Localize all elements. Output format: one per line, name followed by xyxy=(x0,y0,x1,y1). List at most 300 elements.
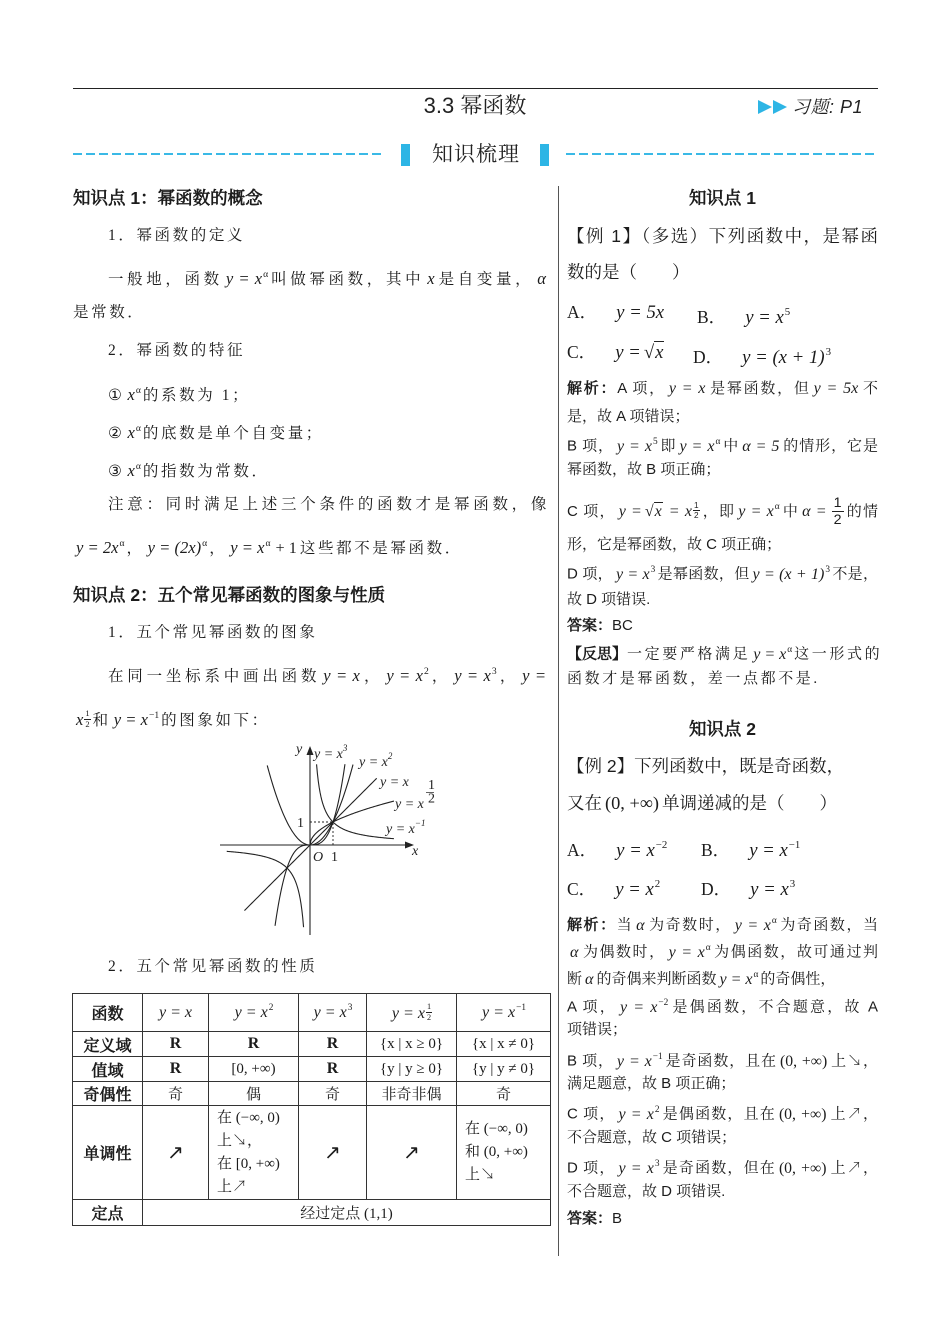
table-cell: R xyxy=(299,1057,367,1082)
example-section-2-heading: 知识点 2 xyxy=(688,719,757,739)
power-functions-graph xyxy=(210,735,440,945)
exponent: 3 xyxy=(650,565,656,575)
text-run: A 项， xyxy=(567,998,617,1016)
solution-line xyxy=(567,458,878,482)
text-line xyxy=(73,301,549,325)
curve-label-base: y = x xyxy=(314,747,343,762)
header-cell-linear xyxy=(143,994,209,1032)
math-expression: y = x xyxy=(745,306,784,328)
solution-line xyxy=(567,1126,878,1150)
solution-line xyxy=(567,558,878,582)
reflection-line xyxy=(567,638,883,663)
text-run: 为奇函数，当 xyxy=(778,916,878,934)
exponent: 3 xyxy=(491,666,497,677)
text-run: 上↗， xyxy=(829,1105,878,1123)
text-run: ② xyxy=(108,424,125,442)
table-cell: R xyxy=(143,1032,209,1057)
math-expression: y = x xyxy=(391,1004,425,1022)
text-run: D 项， xyxy=(567,565,613,583)
exponent: −2 xyxy=(658,998,669,1008)
question-line xyxy=(567,754,878,778)
math-expression: x xyxy=(127,384,135,404)
cell-line: 在 (−∞, 0) xyxy=(465,1121,528,1137)
denominator: 2 xyxy=(426,1012,432,1022)
cell-line: 在 (−∞, 0) xyxy=(217,1109,280,1126)
cell-line: 和 (0, +∞) xyxy=(465,1144,528,1160)
math-expression: x xyxy=(427,268,435,288)
table-cell: {x | x ≥ 0} xyxy=(367,1032,457,1057)
text-run: D． xyxy=(693,346,724,367)
exponent: −2 xyxy=(655,839,668,851)
increasing-arrow-cell: ↗ xyxy=(143,1106,209,1200)
table-row-domain xyxy=(73,1032,551,1057)
solution-line xyxy=(567,909,878,933)
curve-label-cubed xyxy=(312,743,348,762)
table-cell: R xyxy=(299,1032,367,1057)
x-tick-label: 1 xyxy=(331,850,338,865)
table-row-fixed-point xyxy=(73,1200,551,1226)
x-axis-label: x xyxy=(412,844,419,859)
exponent: 2 xyxy=(654,878,661,890)
text-line xyxy=(108,263,549,287)
numerator: 1 xyxy=(693,500,699,510)
solution-line xyxy=(567,1152,878,1176)
math-expression: α = 5 xyxy=(742,437,780,455)
text-run: B 项， xyxy=(567,437,614,455)
text-run: 是自变量， xyxy=(437,270,535,288)
square-root xyxy=(645,503,666,520)
text-run: 满足题意，故 B 项正确； xyxy=(567,1075,736,1092)
math-expression: α xyxy=(537,268,546,288)
option-b xyxy=(697,300,792,328)
text-line xyxy=(108,379,549,403)
exercise-reference xyxy=(758,95,863,119)
text-line xyxy=(73,704,549,728)
math-expression: y = x xyxy=(454,665,491,685)
text-run: 是偶函数，不合题意，故 A xyxy=(670,998,878,1016)
table-cell: R xyxy=(209,1032,299,1057)
section-marker-right xyxy=(540,144,549,166)
exponent: α xyxy=(753,970,759,980)
origin-label: O xyxy=(313,850,324,865)
text-run: B． xyxy=(697,306,727,327)
math-expression: y = x xyxy=(386,665,423,685)
math-expression: y = x xyxy=(234,1003,268,1021)
text-line xyxy=(108,621,549,645)
exponent: 2 xyxy=(654,1105,660,1115)
text-run: 不合题意，故 C 项错误； xyxy=(567,1129,737,1146)
section-dashed-rule-right xyxy=(566,153,878,155)
math-expression: y = (x + 1) xyxy=(752,565,825,583)
curve-label-exponent-numerator: 1 xyxy=(428,778,435,793)
table-cell: {y | y ≠ 0} xyxy=(457,1057,551,1082)
row-label: 定点 xyxy=(73,1200,143,1226)
math-expression: y = x xyxy=(617,437,652,455)
play-arrow-icon xyxy=(773,100,787,114)
math-expression: α xyxy=(585,970,594,988)
math-expression: y = x xyxy=(323,665,360,685)
bold-label: 解析： xyxy=(567,916,617,934)
y-axis-arrow-icon xyxy=(307,746,314,755)
table-header-row xyxy=(73,994,551,1032)
cell-line: 上↘， xyxy=(217,1132,263,1149)
math-expression: y = x xyxy=(482,1003,516,1021)
option-a xyxy=(567,300,667,324)
text-run: B． xyxy=(701,839,731,860)
text-run: 是常数． xyxy=(73,304,146,321)
math-expression: y = x xyxy=(230,537,265,557)
text-run: D 项， xyxy=(567,1159,616,1177)
solution-line xyxy=(567,1018,878,1042)
exponent: α xyxy=(135,385,141,396)
text-run: A 项， xyxy=(617,380,666,397)
table-row-range xyxy=(73,1057,551,1082)
text-run: 注意：同时满足上述三个条件的函数才是幂函数，像 xyxy=(108,496,549,513)
solution-line xyxy=(567,430,878,454)
header-cell-sqrt xyxy=(367,994,457,1032)
math-expression: (0, +∞) xyxy=(605,793,660,813)
header-cell-function: 函数 xyxy=(73,994,143,1032)
text-run: 中 xyxy=(722,437,740,455)
section-title: 知识梳理 xyxy=(432,143,520,166)
text-line xyxy=(108,660,549,684)
column-divider xyxy=(558,186,559,1256)
text-run: ， xyxy=(362,667,384,685)
text-run: 不合题意，故 D 项错误. xyxy=(567,1183,726,1200)
row-label: 奇偶性 xyxy=(73,1082,143,1106)
header-cell-inverse xyxy=(457,994,551,1032)
text-run: 为奇数时， xyxy=(647,916,732,934)
curve-label-squared xyxy=(357,751,393,770)
exponent: α xyxy=(774,502,780,513)
text-run: 为偶数时， xyxy=(581,943,666,961)
math-expression: y = 5x xyxy=(616,302,665,323)
text-run: ， xyxy=(126,539,145,557)
math-expression: y = x xyxy=(113,709,148,729)
curve-label-inverse xyxy=(384,818,425,837)
math-expression: y = x xyxy=(749,839,788,861)
fraction-exponent xyxy=(426,1002,434,1022)
page-title: 3.3 幂函数 xyxy=(423,93,527,118)
solution-line xyxy=(567,377,878,401)
math-expression: y = 2x xyxy=(76,537,119,557)
exponent: 3 xyxy=(654,1159,660,1169)
solution-line xyxy=(567,1098,878,1122)
table-cell: 经过定点 (1,1) xyxy=(143,1200,551,1226)
exponent: α xyxy=(715,437,721,447)
reflection-line xyxy=(567,667,878,691)
math-expression: y = x xyxy=(738,502,774,520)
exponent: α xyxy=(705,943,711,953)
text-run: 又在 xyxy=(567,793,602,813)
text-run: 的情形，它是 xyxy=(782,437,878,455)
numerator: 1 xyxy=(85,708,90,719)
text-run: ，即 xyxy=(701,502,736,520)
math-expression: y = xyxy=(522,665,547,685)
math-expression: y = (x + 1) xyxy=(742,346,825,368)
curve-label-linear xyxy=(378,775,410,790)
text-run: 是奇函数，但在 xyxy=(661,1159,776,1177)
text-run: D． xyxy=(701,878,732,899)
text-run: ， xyxy=(498,667,520,685)
numerator: 1 xyxy=(833,495,842,511)
table-cell: {x | x ≠ 0} xyxy=(457,1032,551,1057)
exponent: α xyxy=(771,916,777,926)
text-run: 是幂函数，但 xyxy=(657,565,750,583)
text-run: 这一形式的 xyxy=(794,646,883,663)
text-run: 的奇偶性， xyxy=(760,970,836,988)
math-expression: y = x xyxy=(225,268,263,288)
text-run: 上↗， xyxy=(829,1159,878,1177)
option-d xyxy=(693,340,833,368)
header-cell-square xyxy=(209,994,299,1032)
math-expression: x xyxy=(76,709,84,729)
math-expression: x xyxy=(127,422,135,442)
math-expression: + 1 xyxy=(275,538,297,557)
math-expression: y = x xyxy=(616,1052,652,1070)
text-run: 在同一坐标系中画出函数 xyxy=(108,667,321,685)
text-run: C 项， xyxy=(567,1105,616,1123)
solution-line xyxy=(567,533,878,557)
table-cell: 非奇非偶 xyxy=(367,1082,457,1106)
solution-line xyxy=(567,1180,878,1204)
text-run: 故 D 项错误. xyxy=(567,591,651,608)
math-expression: y = x xyxy=(668,380,706,397)
math-expression: y = xyxy=(618,502,642,520)
text-run: 的情 xyxy=(845,502,878,520)
exponent: −1 xyxy=(788,839,801,851)
solution-line xyxy=(567,405,878,429)
text-run: C． xyxy=(567,878,597,899)
math-expression: = x xyxy=(668,502,692,520)
text-run: 这些都不是幂函数． xyxy=(299,539,463,557)
text-line xyxy=(73,532,549,556)
solution-line xyxy=(567,1045,878,1069)
text-run: A． xyxy=(567,839,598,860)
text-run: 是幂函数，但 xyxy=(708,380,811,397)
table-row-monotonicity xyxy=(73,1106,551,1200)
curve-label-exponent-denominator: 2 xyxy=(428,791,435,807)
math-expression: (0, +∞) xyxy=(778,1159,827,1177)
text-run: 是奇函数，且在 xyxy=(664,1052,777,1070)
text-run: ③ xyxy=(108,462,125,480)
text-run: 的图象如下： xyxy=(161,711,270,729)
exponent: α xyxy=(787,645,793,655)
text-run: 为偶函数，故可通过判 xyxy=(712,943,878,961)
math-expression: y = x xyxy=(750,878,789,900)
math-expression: α xyxy=(570,943,579,961)
math-expression: (0, +∞) xyxy=(779,1052,828,1070)
denominator: 2 xyxy=(85,719,90,730)
math-expression: α xyxy=(636,916,645,934)
bold-label: 【反思】 xyxy=(567,645,628,663)
power-function-properties-table xyxy=(72,993,551,1226)
text-line xyxy=(108,224,549,248)
solution-line xyxy=(567,1072,878,1096)
math-expression: y = x xyxy=(615,878,654,900)
y-tick-label: 1 xyxy=(297,816,304,831)
table-cell xyxy=(457,1106,551,1200)
question-line xyxy=(567,224,878,248)
text-run: BC xyxy=(612,617,633,634)
text-run: 和 xyxy=(92,711,111,729)
fraction-exponent xyxy=(84,709,92,730)
text-line xyxy=(108,955,549,979)
question-line xyxy=(567,791,878,815)
denominator: 2 xyxy=(693,511,699,521)
knowledge-point-1-heading: 知识点 1：幂函数的概念 xyxy=(73,188,263,208)
fraction-exponent xyxy=(693,501,702,521)
curve-label-exponent: 3 xyxy=(342,743,348,753)
answer-line xyxy=(567,614,878,638)
header-cell-cube xyxy=(299,994,367,1032)
table-row-parity xyxy=(73,1082,551,1106)
cell-line: 上↘ xyxy=(465,1167,496,1183)
table-cell: 奇 xyxy=(457,1082,551,1106)
curve-label-exponent: 2 xyxy=(387,751,393,761)
y-axis-label: y xyxy=(296,742,303,757)
math-expression: y = x xyxy=(668,943,705,961)
text-run: 【例 1】（多选）下列函数中，是幂函 xyxy=(567,226,878,246)
bold-label: 解析： xyxy=(567,380,618,397)
text-run: 的底数是单个自变量； xyxy=(142,424,324,442)
fraction xyxy=(830,495,846,529)
knowledge-point-2-heading: 知识点 2：五个常见幂函数的图象与性质 xyxy=(73,585,386,605)
curve-label-exponent: −1 xyxy=(414,818,426,828)
curve-label-base: y = x xyxy=(380,775,409,790)
text-run: 一般地，函数 xyxy=(108,270,223,288)
math-expression: y = x xyxy=(158,1003,193,1021)
text-run: 形，它是幂函数，故 C 项正确； xyxy=(567,536,782,553)
text-run: 函数才是幂函数，差一点都不是. xyxy=(567,671,820,687)
table-cell: 偶 xyxy=(209,1082,299,1106)
text-run: 数的是（ ） xyxy=(567,262,690,282)
row-label: 定义域 xyxy=(73,1032,143,1057)
text-run: 不 xyxy=(861,380,878,397)
exponent: −1 xyxy=(148,710,160,721)
exercise-reference-text: 习题: P1 xyxy=(792,97,864,117)
text-run: 2．五个常见幂函数的性质 xyxy=(108,958,318,975)
text-run: 1．五个常见幂函数的图象 xyxy=(108,624,318,641)
text-run: 叫做幂函数，其中 xyxy=(270,270,425,288)
table-cell: R xyxy=(143,1057,209,1082)
increasing-arrow-cell: ↗ xyxy=(367,1106,457,1200)
text-run: C． xyxy=(567,342,597,362)
math-expression: y = x xyxy=(679,437,715,455)
exponent: 5 xyxy=(784,306,791,318)
exponent: 2 xyxy=(423,666,429,677)
math-expression: y = x xyxy=(719,970,753,988)
text-run: 不是， xyxy=(832,565,878,583)
increasing-arrow-cell: ↗ xyxy=(299,1106,367,1200)
radical-sign-icon xyxy=(644,342,654,363)
cell-line: 在 [0, +∞) xyxy=(217,1155,280,1172)
exponent: α xyxy=(265,538,271,549)
math-expression: y = x xyxy=(618,1105,654,1123)
exponent: −1 xyxy=(516,1003,526,1014)
table-cell: [0, +∞) xyxy=(209,1057,299,1082)
option-b xyxy=(701,833,802,861)
math-expression: y = x xyxy=(753,645,787,663)
text-run: 当 xyxy=(616,916,634,934)
section-marker-left xyxy=(401,144,410,166)
denominator: 2 xyxy=(833,512,842,529)
text-run: 中 xyxy=(781,502,800,520)
example-section-1-heading: 知识点 1 xyxy=(688,188,757,208)
math-expression: y = (2x) xyxy=(147,537,202,557)
math-expression: y = x xyxy=(619,998,658,1016)
section-dashed-rule-left xyxy=(73,153,384,155)
exponent: α xyxy=(119,538,125,549)
answer-line xyxy=(567,1207,878,1231)
curve-label-base: y = x xyxy=(395,797,424,812)
exponent: 5 xyxy=(652,437,658,447)
text-run: 一定要严格满足 xyxy=(627,646,751,663)
text-run: 是，故 A 项错误； xyxy=(567,408,690,425)
numerator: 1 xyxy=(426,1002,432,1012)
math-expression: y = x xyxy=(618,1159,654,1177)
curve-label-base: y = x xyxy=(359,755,388,770)
radicand: x xyxy=(654,502,662,520)
option-c xyxy=(567,872,662,900)
option-d xyxy=(701,872,797,900)
option-c xyxy=(567,340,667,364)
exponent: 3 xyxy=(789,878,796,890)
solution-line xyxy=(567,991,878,1015)
bold-label: 答案： xyxy=(567,1210,613,1227)
exponent: 3 xyxy=(825,346,831,358)
exponent: −1 xyxy=(652,1052,663,1062)
table-cell: 奇 xyxy=(143,1082,209,1106)
text-run: 即 xyxy=(659,437,677,455)
radical-sign-icon xyxy=(645,503,654,520)
exponent: α xyxy=(135,461,141,472)
radicand: x xyxy=(655,342,664,363)
solution-line xyxy=(567,588,878,612)
square-root xyxy=(644,342,668,363)
text-run: 1．幂函数的定义 xyxy=(108,227,246,244)
top-rule xyxy=(73,88,878,89)
table-cell: 奇 xyxy=(299,1082,367,1106)
exponent: 2 xyxy=(268,1003,274,1014)
text-run: 的奇偶来判断函数 xyxy=(596,970,717,988)
text-line xyxy=(108,417,549,441)
solution-line xyxy=(567,963,878,987)
table-cell: {y | y ≥ 0} xyxy=(367,1057,457,1082)
play-arrow-icon xyxy=(758,100,772,114)
exponent: 3 xyxy=(347,1003,353,1014)
text-run: 的指数为常数． xyxy=(142,462,270,480)
row-label: 单调性 xyxy=(73,1106,143,1200)
math-expression: y = xyxy=(615,342,641,363)
text-run: 是偶函数，且在 xyxy=(661,1105,776,1123)
text-line xyxy=(108,493,549,517)
text-line xyxy=(108,455,549,479)
option-a xyxy=(567,833,669,861)
solution-line xyxy=(567,936,878,960)
math-expression: y = x xyxy=(616,839,655,861)
text-run: B xyxy=(612,1210,623,1227)
text-run: 的系数为 1； xyxy=(142,386,251,404)
exponent: α xyxy=(202,538,208,549)
math-expression: y = x xyxy=(615,565,650,583)
text-run: A． xyxy=(567,302,598,322)
solution-line xyxy=(567,495,878,529)
exponent: α xyxy=(135,423,141,434)
cell-line: 上↗ xyxy=(217,1178,248,1195)
text-run: 断 xyxy=(567,970,583,988)
text-run: C 项， xyxy=(567,502,616,520)
